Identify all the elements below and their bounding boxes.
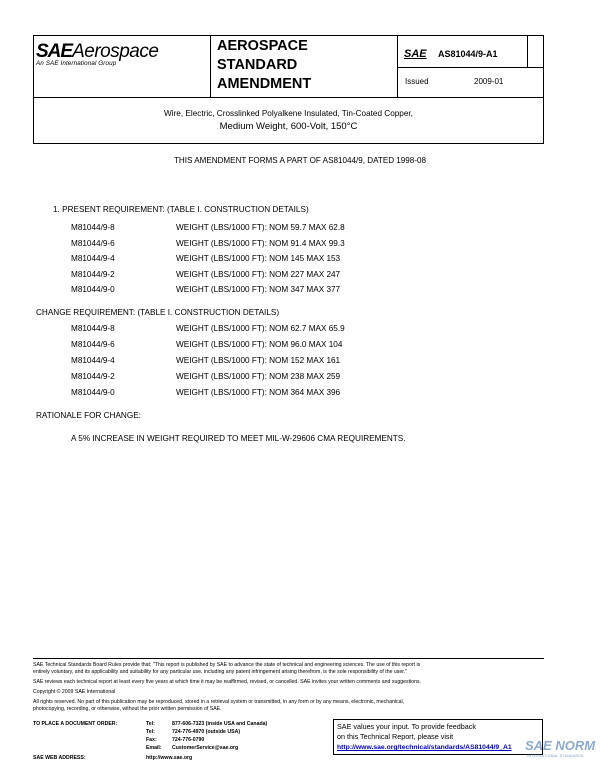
change-requirement-heading: CHANGE REQUIREMENT: (TABLE I. CONSTRUCTION DETAILS) xyxy=(36,308,280,317)
weight-value: WEIGHT (LBS/1000 FT): NOM 347 MAX 377 xyxy=(176,285,341,294)
web-link[interactable]: http://www.sae.org xyxy=(146,755,193,761)
part-number: M81044/9-0 xyxy=(71,388,115,397)
weight-value: WEIGHT (LBS/1000 FT): NOM 152 MAX 161 xyxy=(176,356,341,365)
footer-text: entirely voluntary, and its applicability and suitability for any particular use, including any patent infringement arising therefrom, is the sole responsibility of the user." xyxy=(33,669,407,675)
sae-mark: SAE xyxy=(404,48,427,60)
issued-label: Issued xyxy=(405,77,429,86)
title-box xyxy=(33,97,544,144)
feedback-link[interactable]: http://www.sae.org/technical/standards/AS81044/9_A1 xyxy=(337,744,512,751)
part-number: M81044/9-2 xyxy=(71,270,115,279)
sae-aerospace-logo xyxy=(36,41,158,67)
header-box xyxy=(33,35,544,98)
divider xyxy=(210,36,211,97)
doc-type-line2: STANDARD xyxy=(217,57,298,73)
divider xyxy=(397,67,544,68)
divider xyxy=(527,36,528,67)
weight-value: WEIGHT (LBS/1000 FT): NOM 96.0 MAX 104 xyxy=(176,340,343,349)
title-line2: Medium Weight, 600-Volt, 150°C xyxy=(219,121,358,132)
issued-date: 2009-01 xyxy=(474,77,504,86)
document-type xyxy=(217,37,311,94)
doc-type-line3: AMENDMENT xyxy=(217,76,312,92)
footer-rule xyxy=(33,658,544,659)
part-number: M81044/9-4 xyxy=(71,254,115,263)
phone-number: 724-776-4970 (outside USA) xyxy=(172,729,241,735)
tel-label: Tel: xyxy=(146,729,155,735)
footer-text: All rights reserved. No part of this publication may be reproduced, stored in a retrieval system or transmitted, in any form or by any means, electronic, mechanical, xyxy=(33,699,405,705)
email-link[interactable]: CustomerService@sae.org xyxy=(172,745,239,751)
watermark-subtext: INTERNATIONAL STANDARDS xyxy=(527,754,584,758)
weight-value: WEIGHT (LBS/1000 FT): NOM 91.4 MAX 99.3 xyxy=(176,239,345,248)
part-number: M81044/9-4 xyxy=(71,356,115,365)
feedback-line2: on this Technical Report, please visit xyxy=(337,732,454,741)
amendment-statement: THIS AMENDMENT FORMS A PART OF AS81044/9, DATED 1998-08 xyxy=(173,156,427,165)
part-number: M81044/9-0 xyxy=(71,285,115,294)
fax-number: 724-776-0790 xyxy=(172,737,205,743)
rationale-heading: RATIONALE FOR CHANGE: xyxy=(36,411,141,420)
logo-sae: SAE xyxy=(36,41,73,62)
part-number: M81044/9-8 xyxy=(71,223,115,232)
weight-value: WEIGHT (LBS/1000 FT): NOM 227 MAX 247 xyxy=(176,270,341,279)
weight-value: WEIGHT (LBS/1000 FT): NOM 238 MAX 259 xyxy=(176,372,341,381)
footer-text: SAE Technical Standards Board Rules provide that: "This report is published by SAE to advance the state of technical and engineering sciences. The use of this report is xyxy=(33,662,421,668)
fax-label: Fax: xyxy=(146,737,157,743)
order-label: TO PLACE A DOCUMENT ORDER: xyxy=(33,721,118,727)
footer-text: photocopying, recording, or otherwise, without the prior written permission of SAE. xyxy=(33,706,222,712)
present-requirement-heading: 1. PRESENT REQUIREMENT: (TABLE I. CONSTRUCTION DETAILS) xyxy=(53,205,309,214)
phone-number: 877-606-7323 (inside USA and Canada) xyxy=(172,721,268,727)
tel-label: Tel: xyxy=(146,721,155,727)
title-line1: Wire, Electric, Crosslinked Polyalkene Insulated, Tin-Coated Copper, xyxy=(164,109,413,118)
footer-text: SAE reviews each technical report at least every five years at which time it may be reaffirmed, revised, or cancelled. SAE invites your written comments and suggestions. xyxy=(33,679,421,685)
watermark-logo: SAE NORM xyxy=(525,738,596,753)
logo-aerospace: Aerospace xyxy=(72,41,159,62)
copyright: Copyright © 2009 SAE International xyxy=(33,689,116,695)
part-number: M81044/9-2 xyxy=(71,372,115,381)
weight-value: WEIGHT (LBS/1000 FT): NOM 145 MAX 153 xyxy=(176,254,341,263)
weight-value: WEIGHT (LBS/1000 FT): NOM 62.7 MAX 65.9 xyxy=(176,324,345,333)
part-number: M81044/9-8 xyxy=(71,324,115,333)
weight-value: WEIGHT (LBS/1000 FT): NOM 364 MAX 396 xyxy=(176,388,341,397)
web-label: SAE WEB ADDRESS: xyxy=(33,755,86,761)
part-number: M81044/9-6 xyxy=(71,239,115,248)
weight-value: WEIGHT (LBS/1000 FT): NOM 59.7 MAX 62.8 xyxy=(176,223,345,232)
email-label: Email: xyxy=(146,745,162,751)
feedback-box xyxy=(333,719,543,755)
rationale-text: A 5% INCREASE IN WEIGHT REQUIRED TO MEET MIL-W-29606 CMA REQUIREMENTS. xyxy=(71,434,406,443)
part-number: M81044/9-6 xyxy=(71,340,115,349)
doc-type-line1: AEROSPACE xyxy=(217,38,308,54)
feedback-line1: SAE values your input. To provide feedback xyxy=(337,722,476,731)
document-number: AS81044/9-A1 xyxy=(438,49,498,59)
logo-subtitle: An SAE International Group xyxy=(36,60,117,67)
